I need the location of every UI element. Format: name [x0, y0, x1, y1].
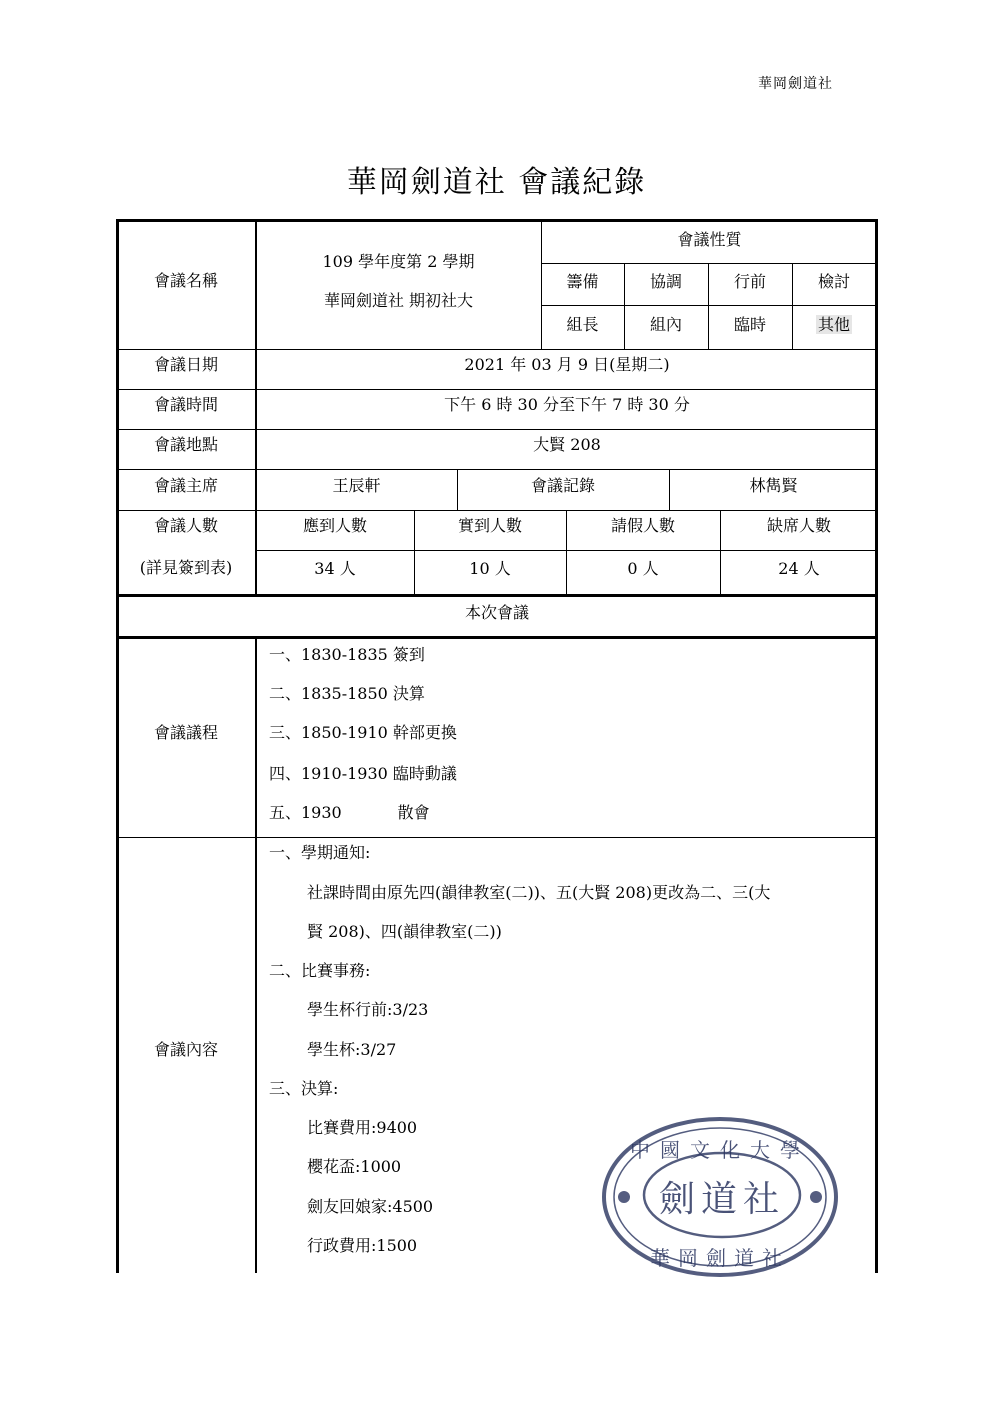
content-label: 會議內容: [153, 1040, 218, 1059]
club-seal-stamp: [600, 1115, 840, 1285]
grid-line: [541, 263, 878, 264]
content-line: 劍友回娘家:4500: [307, 1197, 434, 1216]
grid-line: [116, 349, 878, 350]
nature-option-ad-hoc: 臨時: [733, 315, 766, 334]
nature-option-within-group: 組內: [649, 315, 682, 334]
agenda-label: 會議議程: [153, 723, 218, 742]
nature-option-preparation: 籌備: [566, 272, 599, 291]
agenda-item: 二、1835-1850 決算: [269, 684, 425, 703]
nature-option-other-cell: [792, 315, 876, 335]
section-title: 本次會議: [464, 603, 529, 622]
nature-option-review: 檢討: [817, 272, 850, 291]
meeting-nature-label: 會議性質: [677, 230, 742, 249]
attendance-value-present: 10 人: [469, 559, 511, 578]
content-line: 學生杯:3/27: [307, 1040, 397, 1059]
nature-option-group-leader: 組長: [566, 315, 599, 334]
nature-option-coordination: 協調: [649, 272, 682, 291]
nature-option-pre-trip: 行前: [733, 272, 766, 291]
meeting-name-line1: 109 學年度第 2 學期: [322, 252, 475, 271]
content-line: 櫻花盃:1000: [307, 1157, 402, 1176]
nature-option-other-selected: 其他: [817, 315, 850, 334]
document-title: 華岡劍道社 會議紀錄: [346, 165, 647, 200]
grid-line: [116, 594, 878, 597]
meeting-place-value: 大賢 208: [533, 435, 601, 454]
meeting-date-value: 2021 年 03 月 9 日(星期二): [464, 355, 670, 374]
grid-line: [256, 550, 878, 551]
seal-center-text: 劍道社: [658, 1179, 786, 1220]
content-line: 三、決算:: [269, 1079, 339, 1098]
agenda-item: 三、1850-1910 幹部更換: [269, 723, 457, 742]
meeting-recorder-value: 林雋賢: [749, 476, 798, 495]
content-line: 行政費用:1500: [307, 1236, 418, 1255]
meeting-date-label: 會議日期: [153, 355, 218, 374]
meeting-chair-value: 王辰軒: [332, 476, 381, 495]
attendance-sublabel: (詳見簽到表): [139, 558, 233, 577]
content-line: 賢 208)、四(韻律教室(二)): [307, 922, 502, 941]
content-line: 比賽費用:9400: [307, 1118, 418, 1137]
agenda-item: 五、1930 散會: [269, 803, 430, 822]
attendance-value-absent: 24 人: [778, 559, 820, 578]
meeting-name-label: 會議名稱: [153, 271, 218, 290]
content-line: 一、學期通知:: [269, 843, 371, 862]
meeting-recorder-label: 會議記錄: [530, 476, 595, 495]
grid-line: [116, 469, 878, 470]
attendance-label: 會議人數: [153, 516, 218, 535]
attendance-header-present: 實到人數: [457, 516, 522, 535]
attendance-value-leave: 0 人: [627, 559, 659, 578]
meeting-time-label: 會議時間: [153, 395, 218, 414]
content-line: 社課時間由原先四(韻律教室(二))、五(大賢 208)更改為二、三(大: [307, 883, 771, 902]
grid-line: [116, 510, 878, 511]
grid-line: [116, 837, 878, 838]
grid-line: [116, 429, 878, 430]
agenda-item: 四、1910-1930 臨時動議: [269, 764, 457, 783]
grid-line: [541, 305, 878, 306]
meeting-time-value: 下午 6 時 30 分至下午 7 時 30 分: [444, 395, 690, 414]
content-line: 二、比賽事務:: [269, 961, 371, 980]
seal-bottom-text: 華岡劍道社: [650, 1246, 790, 1270]
meeting-chair-label: 會議主席: [153, 476, 218, 495]
header-org-name: 華岡劍道社: [758, 76, 833, 92]
meeting-place-label: 會議地點: [153, 435, 218, 454]
grid-line: [116, 636, 878, 639]
agenda-item: 一、1830-1835 簽到: [269, 645, 425, 664]
content-line: 學生杯行前:3/23: [307, 1000, 429, 1019]
seal-top-text: 中國文化大學: [630, 1138, 810, 1162]
grid-line: [116, 389, 878, 390]
attendance-header-absent: 缺席人數: [766, 516, 831, 535]
attendance-value-expected: 34 人: [314, 559, 356, 578]
attendance-header-expected: 應到人數: [302, 516, 367, 535]
meeting-name-line2: 華岡劍道社 期初社大: [323, 291, 474, 310]
attendance-header-leave: 請假人數: [610, 516, 675, 535]
